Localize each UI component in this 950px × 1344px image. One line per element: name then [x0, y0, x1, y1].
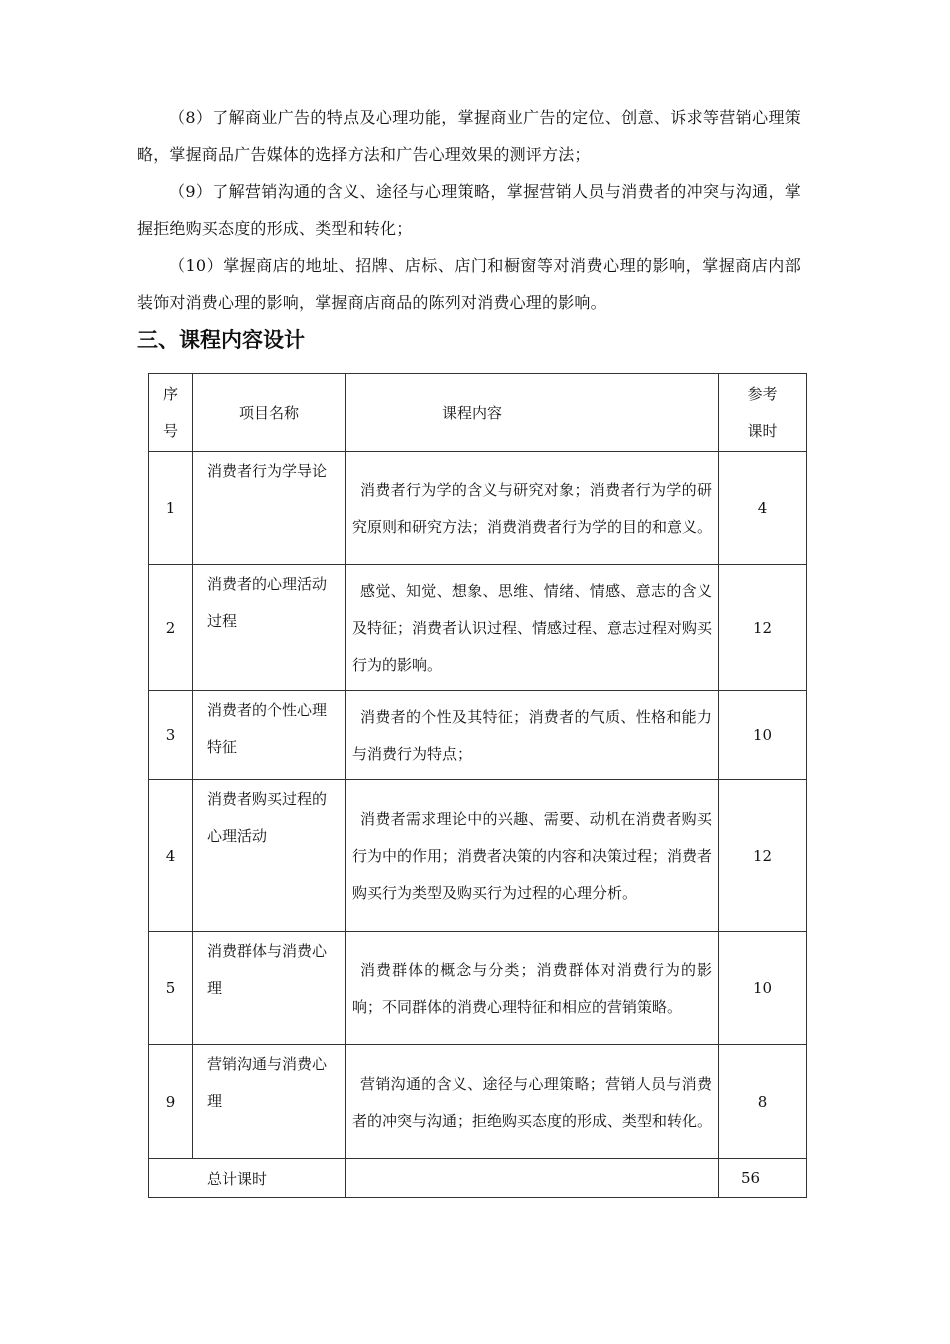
project-name-line-2: 过程 — [207, 612, 238, 630]
project-name-line-2: 理 — [207, 1092, 223, 1110]
total-hours-label: 总计课时 — [149, 1159, 346, 1198]
row-course-content: 感觉、知觉、想象、思维、情绪、情感、意志的含义及特征；消费者认识过程、情感过程、意志过程对购买行为的影响。 — [346, 565, 719, 691]
row-serial-number: 9 — [149, 1045, 193, 1159]
project-name-line-1: 消费者购买过程的 — [207, 790, 328, 808]
row-project-name — [193, 1045, 346, 1159]
row-serial-number: 2 — [149, 565, 193, 691]
row-project-name — [193, 452, 346, 565]
row-hours: 10 — [719, 932, 807, 1045]
row-course-content: 消费者行为学的含义与研究对象；消费者行为学的研究原则和研究方法；消费消费者行为学的目的和意义。 — [346, 452, 719, 565]
header-course-content: 课程内容 — [346, 374, 719, 452]
row-course-content: 消费者的个性及其特征；消费者的气质、性格和能力与消费行为特点； — [346, 691, 719, 780]
row-serial-number: 4 — [149, 780, 193, 932]
row-course-content: 营销沟通的含义、途径与心理策略；营销人员与消费者的冲突与沟通；拒绝购买态度的形成、类型和转化。 — [346, 1045, 719, 1159]
header-serial-number: 序号 — [149, 374, 193, 452]
paragraph-10: （10）掌握商店的地址、招牌、店标、店门和橱窗等对消费心理的影响，掌握商店内部装饰对消费心理的影响，掌握商店商品的陈列对消费心理的影响。 — [137, 256, 801, 312]
table-row — [149, 452, 807, 565]
row-hours: 12 — [719, 780, 807, 932]
header-reference-hours: 参考课时 — [719, 374, 807, 452]
project-name-line-1: 消费者行为学导论 — [207, 462, 328, 480]
row-project-name — [193, 780, 346, 932]
row-course-content: 消费群体的概念与分类；消费群体对消费行为的影响；不同群体的消费心理特征和相应的营销策略。 — [346, 932, 719, 1045]
table-row — [149, 932, 807, 1045]
course-content-table — [148, 373, 807, 1198]
table-row — [149, 780, 807, 932]
table-row — [149, 691, 807, 780]
section-heading: 三、课程内容设计 — [137, 328, 305, 352]
row-serial-number: 3 — [149, 691, 193, 780]
paragraph-9: （9）了解营销沟通的含义、途径与心理策略，掌握营销人员与消费者的冲突与沟通，掌握拒绝购买态度的形成、类型和转化； — [137, 182, 801, 238]
row-project-name — [193, 691, 346, 780]
table-total-row — [149, 1159, 807, 1198]
row-course-content: 消费者需求理论中的兴趣、需要、动机在消费者购买行为中的作用；消费者决策的内容和决策过程；消费者购买行为类型及购买行为过程的心理分析。 — [346, 780, 719, 932]
project-name-line-1: 营销沟通与消费心 — [207, 1055, 328, 1073]
table-row — [149, 1045, 807, 1159]
project-name-line-2: 特征 — [207, 738, 238, 756]
row-hours: 10 — [719, 691, 807, 780]
project-name-line-1: 消费群体与消费心 — [207, 942, 328, 960]
row-hours: 8 — [719, 1045, 807, 1159]
row-serial-number: 1 — [149, 452, 193, 565]
table-header-row — [149, 374, 807, 452]
paragraph-8: （8）了解商业广告的特点及心理功能，掌握商业广告的定位、创意、诉求等营销心理策略，掌握商品广告媒体的选择方法和广告心理效果的测评方法； — [137, 108, 801, 164]
row-project-name — [193, 565, 346, 691]
table-row — [149, 565, 807, 691]
row-hours: 12 — [719, 565, 807, 691]
row-serial-number: 5 — [149, 932, 193, 1045]
project-name-line-2: 理 — [207, 979, 223, 997]
project-name-line-1: 消费者的个性心理 — [207, 701, 328, 719]
total-hours-value: 56 — [719, 1159, 807, 1198]
row-project-name — [193, 932, 346, 1045]
project-name-line-2: 心理活动 — [207, 827, 268, 845]
header-project-name: 项目名称 — [193, 374, 346, 452]
total-content-cell — [346, 1159, 719, 1198]
project-name-line-1: 消费者的心理活动 — [207, 575, 328, 593]
row-hours: 4 — [719, 452, 807, 565]
